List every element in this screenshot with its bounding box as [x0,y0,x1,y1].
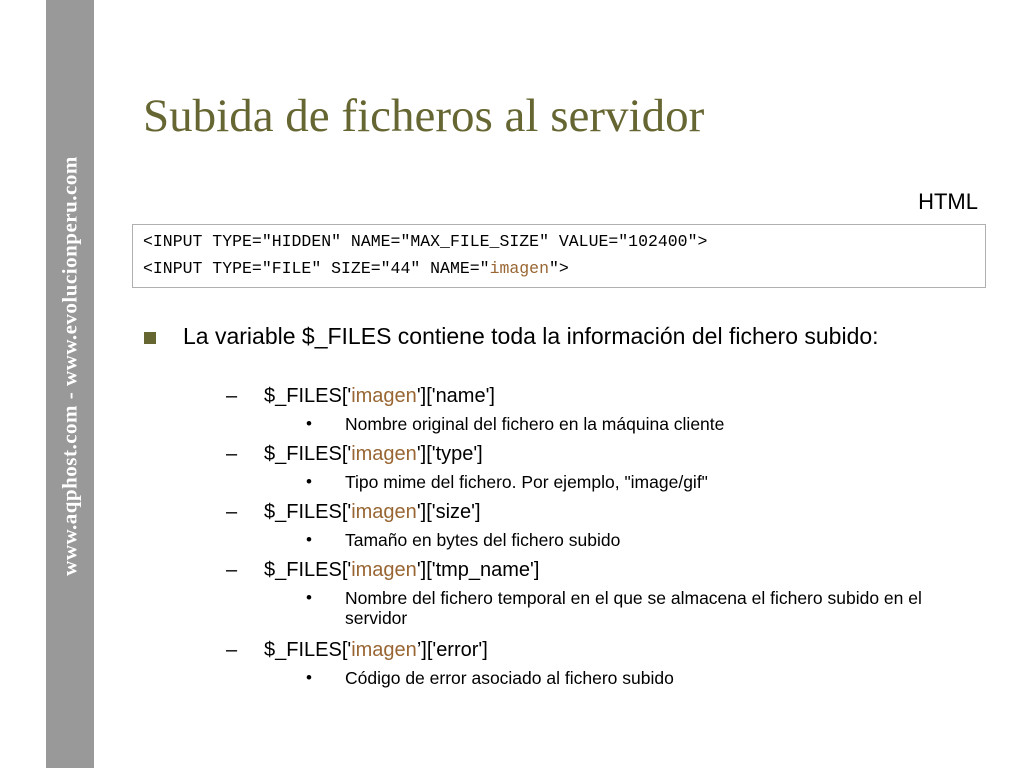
dash-bullet-icon: – [226,501,238,523]
files-key-suffix: ’]['error'] [416,639,488,661]
files-key-highlight: imagen [351,385,417,407]
files-key-description: Tipo mime del fichero. Por ejemplo, "image/gif" [345,472,708,492]
files-key-prefix: $_FILES[' [264,443,352,465]
files-key-suffix: ']['name'] [416,385,495,407]
files-key-suffix: ']['size'] [416,501,481,523]
list-item-main: La variable $_FILES contiene toda la información del fichero subido: [183,323,879,349]
slide-title: Subida de ficheros al servidor [143,90,705,142]
code-line-2 [143,258,569,280]
watermark-text: www.aqphost.com - www.evolucionperu.com [57,156,82,576]
files-key-highlight: imagen [351,443,417,465]
files-key-description: Código de error asociado al fichero subido [345,668,674,688]
files-key-prefix: $_FILES[' [264,639,352,661]
files-key-prefix: $_FILES[' [264,501,352,523]
dash-bullet-icon: – [226,559,238,581]
dash-bullet-icon: – [226,385,238,407]
dot-bullet-icon: • [306,668,312,687]
code-language-label: HTML [918,189,978,214]
files-key-prefix: $_FILES[' [264,385,352,407]
dash-bullet-icon: – [226,443,238,465]
code-line-1: <INPUT TYPE="HIDDEN" NAME="MAX_FILE_SIZE" VALUE="102400"> [143,232,708,251]
files-key-highlight: imagen [351,559,417,581]
files-key-description: Nombre original del fichero en la máquina cliente [345,414,725,434]
files-key-size [264,500,481,524]
files-key-highlight: imagen [351,501,417,523]
files-key-suffix: ']['type'] [416,443,483,465]
square-bullet-icon [144,332,156,344]
files-key-tmp-name [264,558,539,582]
code-line-2-prefix: <INPUT TYPE="FILE" SIZE="44" NAME=" [143,259,490,278]
code-block [132,224,986,288]
files-key-suffix: ']['tmp_name'] [416,559,540,581]
dot-bullet-icon: • [306,414,312,433]
files-key-description: Nombre del fichero temporal en el que se almacena el fichero subido en el servidor [345,588,922,628]
dot-bullet-icon: • [306,588,312,607]
dash-bullet-icon: – [226,639,238,661]
files-key-prefix: $_FILES[' [264,559,352,581]
code-line-2-highlight: imagen [489,259,549,278]
files-key-description: Tamaño en bytes del fichero subido [345,530,621,550]
dot-bullet-icon: • [306,530,312,549]
files-key-highlight: imagen [351,639,417,661]
code-line-2-suffix: "> [548,259,569,278]
files-key-name [264,384,495,408]
files-key-error [264,638,488,662]
files-key-type [264,442,483,466]
dot-bullet-icon: • [306,472,312,491]
